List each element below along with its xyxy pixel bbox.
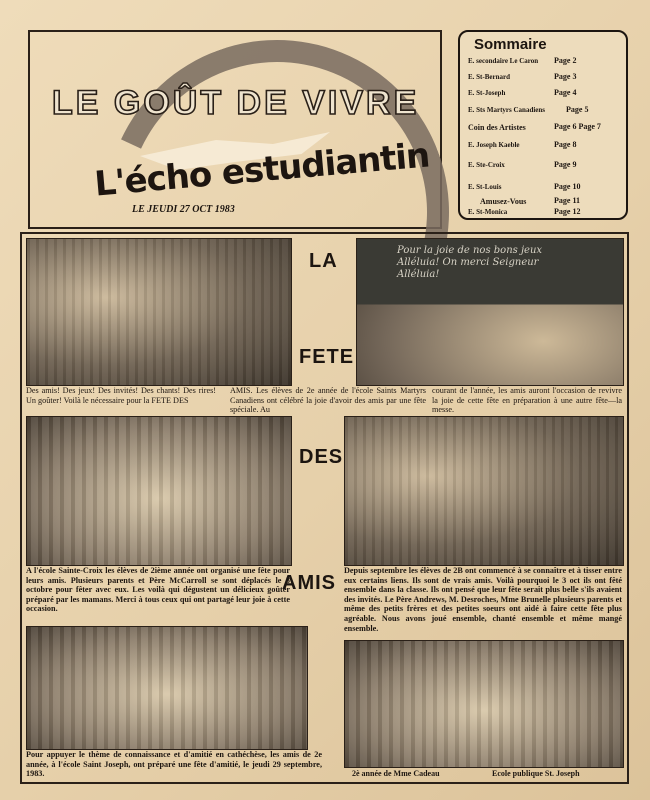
toc-item-label: E. St-Bernard bbox=[468, 73, 510, 81]
toc-item-page: Page 2 bbox=[554, 56, 577, 65]
toc-item-page: Page 11 bbox=[554, 196, 580, 205]
toc-item-page: Page 8 bbox=[554, 140, 577, 149]
photo-children-circle bbox=[26, 238, 292, 386]
toc-item-label: E. Ste-Croix bbox=[468, 161, 505, 169]
toc-item-label: Coin des Artistes bbox=[468, 123, 526, 132]
toc-item-label: E. secondaire Le Caron bbox=[468, 57, 539, 65]
headline-word-la: LA bbox=[309, 250, 338, 272]
issue-date: LE JEUDI 27 OCT 1983 bbox=[132, 204, 235, 215]
toc-item-page: Page 9 bbox=[554, 160, 577, 169]
toc-item-page: Page 6 Page 7 bbox=[554, 122, 601, 131]
ste-croix-text: A l'école Sainte-Croix les élèves de 2ième année ont organisé une fête pour leurs amis. Plusieurs parents et Père McCarroll se sont déplacés le 3 octobre pour fêter avec eux. Les voilà qui dégustent un délicieux goûter préparé par les mamans. Merci à tous ceux qui ont partagé leur joie à cette occasion. bbox=[26, 566, 290, 614]
intro-text: Des amis! Des jeux! Des invités! Des chants! Des rires! Un goûter! Voilà le nécessaire pour la FETE DES bbox=[26, 386, 216, 405]
photo-caption-right: Ecole publique St. Joseph bbox=[492, 769, 580, 778]
masthead bbox=[28, 30, 442, 229]
headline-word-des: DES bbox=[299, 446, 344, 468]
photo-st-joseph-group bbox=[26, 626, 308, 750]
toc-item-label: E. Joseph Kaeble bbox=[468, 141, 520, 149]
toc-item-page: Page 4 bbox=[554, 88, 577, 97]
photo-ste-croix-party bbox=[26, 416, 292, 566]
toc-item-page: Page 10 bbox=[554, 182, 581, 191]
photo-class-2b bbox=[344, 416, 624, 566]
st-joseph-text: Pour appuyer le thème de connaissance et d'amitié en cathéchèse, les amis de 2e année, à l'école Saint Joseph, ont préparé une fête d'amitié, le jeudi 29 septembre, 1983. bbox=[26, 750, 322, 779]
toc-item-label: E. Sts Martyrs Canadiens bbox=[468, 106, 546, 114]
blackboard-line: Alléluia! bbox=[397, 269, 440, 280]
toc-item-label: E. St-Louis bbox=[468, 183, 502, 191]
martyrs-text-a: AMIS. Les élèves de 2e année de l'école Saints Martyrs Canadiens ont célébré la joie d'avoir des amis par une fête spéciale. Au bbox=[230, 386, 426, 415]
blackboard-text bbox=[397, 245, 542, 281]
newspaper-title: LE GOÛT DE VIVRE bbox=[52, 84, 420, 122]
toc-item-page: Page 3 bbox=[554, 72, 577, 81]
blackboard-line: Pour la joie de nos bons jeux bbox=[397, 245, 543, 256]
martyrs-text-b: courant de l'année, les amis auront l'occasion de revivre la joie de cette fête en préparation à une autre fête—la messe. bbox=[432, 386, 622, 415]
toc-item-page: Page 12 bbox=[554, 207, 581, 216]
toc-item-label: E. St-Joseph bbox=[468, 89, 506, 97]
toc-heading: Sommaire bbox=[474, 36, 547, 53]
blackboard-line: Alléluia! On merci Seigneur bbox=[397, 257, 539, 268]
photo-mme-cadeau-class bbox=[344, 640, 624, 768]
photo-caption-left: 2è année de Mme Cadeau bbox=[352, 769, 440, 778]
toc-item-label: Amusez-Vous bbox=[480, 197, 527, 206]
table-of-contents bbox=[458, 30, 628, 220]
toc-item-label: E. St-Monica bbox=[468, 208, 508, 216]
class-2b-text: Depuis septembre les élèves de 2B ont commencé à se connaître et à tisser entre eux certains liens. Ils sont de vrais amis. Voilà pourquoi le 3 oct ils ont fêté ensemble dans la classe. Ils ont pensé que leur fête serait plus belle s'ils avaient des invités. Le Père Andrews, M. Desroches, Mme Brunelle plusieurs parents et même des petits frères et des petites soeurs ont aidé à faire cette fête plus agréable. Nous avons joué ensemble, chanté ensemble et même mangé ensemble. bbox=[344, 566, 622, 633]
feature-frame bbox=[20, 232, 629, 784]
photo-blackboard-class bbox=[356, 238, 624, 386]
newspaper-subtitle: L'écho estudiantin bbox=[92, 135, 431, 205]
headline-word-fete: FETE bbox=[299, 346, 355, 368]
toc-item-page: Page 5 bbox=[566, 105, 589, 114]
headline-word-amis: AMIS bbox=[282, 572, 336, 594]
